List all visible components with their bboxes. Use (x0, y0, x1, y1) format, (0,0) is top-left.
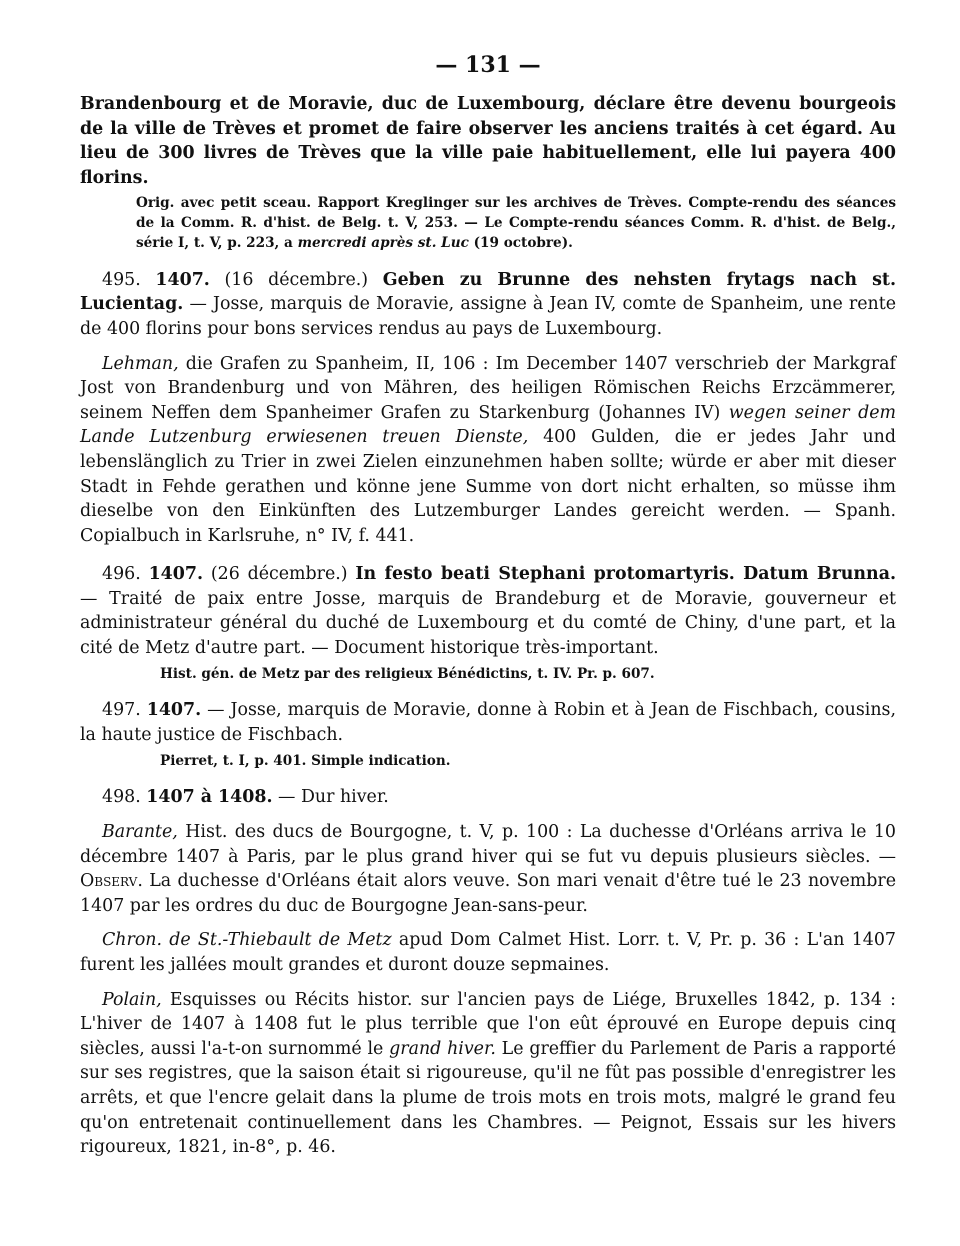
ref-author: Lehman, (102, 353, 179, 374)
ref-author: Barante, (102, 822, 178, 843)
entry-date: (16 décembre.) (224, 269, 369, 290)
entry-495 (80, 268, 896, 549)
entry-year: 1407. (155, 269, 210, 290)
entry-heading (80, 785, 896, 810)
entry-date: (26 décembre.) (210, 564, 348, 585)
entry-heading (80, 268, 896, 342)
note-text: Orig. avec petit sceau. Rapport Kreglinger sur les archives de Trèves. Compte-rendu des séances de la Comm. R. d'hist. de Belg. t. V, 253. — Le Compte-rendu séances Comm. R. d'hist. de Belg., série I, t. V, p. 223, a (136, 195, 896, 251)
entry-496 (80, 562, 896, 684)
entry-reference (80, 988, 896, 1160)
entry-text: — Traité de paix entre Josse, marquis de Brandeburg et de Moravie, gouverneur et administrateur général du duché de Luxembourg et du comté de Chiny, d'une part, et la cité de Metz d'autre part. — Document historique très-important. (80, 588, 896, 659)
ref-text: apud Dom Calmet Hist. Lorr. t. V, Pr. p. 36 : L'an 1407 furent les jallées moult grandes et duront douze sepmaines. (80, 930, 896, 976)
entry-note: Pierret, t. I, p. 401. Simple indication. (160, 752, 451, 769)
entry-heading (80, 698, 896, 747)
entry-number: 497. (102, 700, 141, 721)
entry-text: — Josse, marquis de Moravie, assigne à Jean IV, comte de Spanheim, une rente de 400 florins pour bons services rendus au pays de Luxembourg. (80, 294, 896, 339)
entry-reference (80, 928, 896, 977)
ref-text: Esquisses ou Récits histor. sur l'ancien pays de Liége, Bruxelles 1842, p. 134 : L'hiver de 1407 à 1408 fut le plus terrible que l'on eût éprouvé en Europe depuis cinq siècles, aussi l'a-t-on surnommé le (80, 989, 896, 1059)
entry-reference (80, 352, 896, 549)
page-number: — 131 — (435, 52, 541, 78)
entry-incipit: In festo beati Stephani protomartyris. Datum Brunna. (355, 564, 897, 585)
ref-italic: wegen seiner dem Lande Lutzenburg erwiesenen treuen Dienste, (80, 402, 896, 448)
entry-note: Hist. gén. de Metz par des religieux Bénédictins, t. IV. Pr. p. 607. (160, 665, 655, 682)
entry-number: 495. (102, 269, 141, 290)
ref-author: Chron. de St.-Thiebault de Metz (102, 930, 392, 951)
ref-italic: grand hiver. (389, 1038, 496, 1059)
ref-text: Le greffier du Parlement de Paris a rapporté sur ses registres, que la saison était si rigoureuse, qu'il ne fût pas possible d'enregistrer les arrêts, et que l'encre gelait dans la plume de trois mots en trois mots, malgré le grand feu qu'on entretenait continuellement dans les Chambres. — Peignot, Essais sur les hivers rigoureux, 1821, in-8°, p. 46. (80, 1038, 896, 1158)
ref-observ: Observ. (80, 871, 143, 892)
entry-heading (80, 562, 896, 660)
entry-text: — Dur hiver. (272, 787, 389, 808)
entry-498 (80, 785, 896, 1159)
continuation-paragraph: Brandenbourg et de Moravie, duc de Luxembourg, déclare être devenu bourgeois de la ville de Trèves et promet de faire observer les anciens traités à cet égard. Au lieu de 300 livres de Trèves que la ville paie habituellement, elle lui payera 400 florins. (80, 94, 896, 188)
entry-incipit: Geben zu Brunne des nehsten frytags nach st. Lucientag. (80, 269, 897, 315)
entry-reference (80, 820, 896, 918)
ref-text: die Grafen zu Spanheim, II, 106 : Im December 1407 verschrieb der Markgraf Jost von Brandenburg und von Mähren, des heiligen Römischen Reichs Erzcämmerer, seinem Neffen dem Spanheimer Grafen zu Starkenburg (Johannes IV) (80, 353, 896, 423)
entry-year: 1407. (146, 700, 202, 721)
note-italic: mercredi après st. Luc (297, 234, 469, 251)
ref-author: Polain, (102, 989, 162, 1010)
ref-text: La duchesse d'Orléans était alors veuve. Son mari venait d'être tué le 23 novembre 1407 par les ordres du duc de Bourgogne Jean-sans-peur. (80, 871, 896, 916)
ref-text: Hist. des ducs de Bourgogne, t. V, p. 100 : La duchesse d'Orléans arriva le 10 décembre 1407 à Paris, par le plus grand hiver qui se fut vu depuis plusieurs siècles. — (80, 822, 896, 867)
entry-497 (80, 698, 896, 771)
entry-text: — Josse, marquis de Moravie, donne à Robin et à Jean de Fischbach, cousins, la haute justice de Fischbach. (80, 700, 896, 746)
entry-year: 1407. (148, 564, 204, 585)
continuation-note (80, 194, 896, 253)
entry-year: 1407 à 1408. (146, 787, 273, 808)
ref-text: 400 Gulden, die er jedes Jahr und lebenslänglich zu Trier in zwei Zielen einzunehmen haben sollte; würde er aber mit dieser Stadt in Fehde gerathen und könne jene Summe von dort nicht erhalten, so müsse ihm dieselbe von den Einkünften des Lutzemburger Landes gereicht werden. — Spanh. Copialbuch in Karlsruhe, n° IV, f. 441. (80, 427, 896, 546)
entry-number: 496. (102, 564, 141, 585)
note-text: (19 octobre). (468, 234, 573, 251)
entry-number: 498. (102, 787, 141, 808)
